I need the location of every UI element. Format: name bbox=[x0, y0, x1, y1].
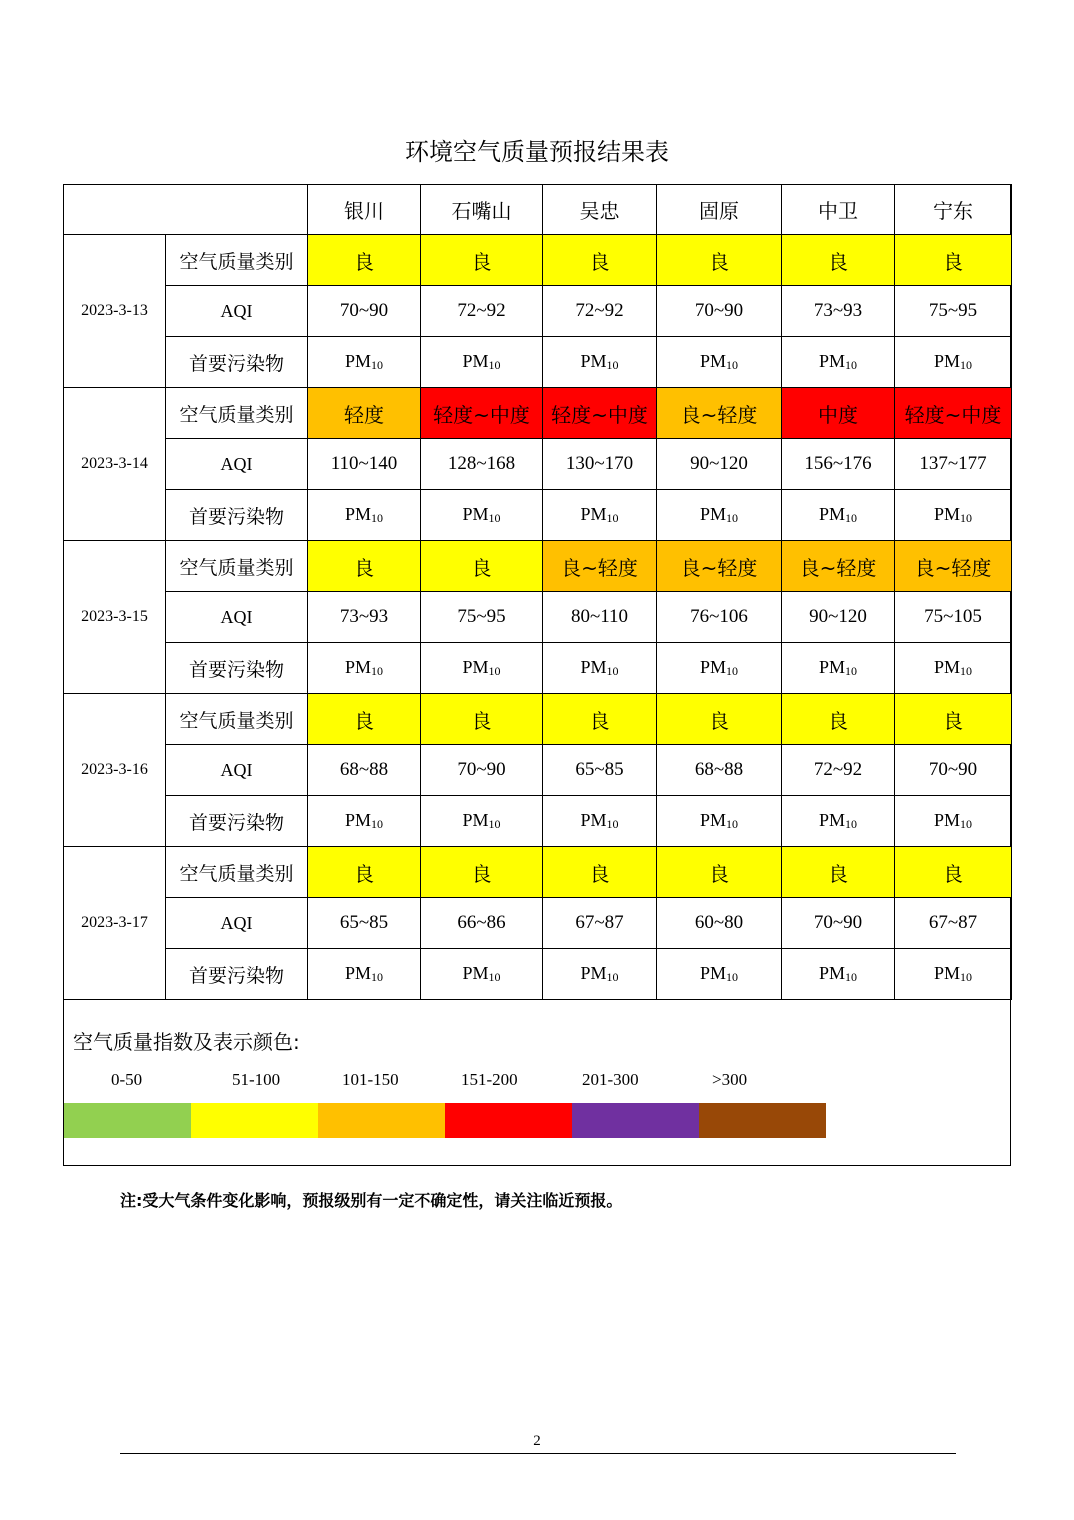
pollutant-subscript: 10 bbox=[845, 970, 857, 984]
city-header: 中卫 bbox=[782, 185, 895, 235]
aqi-cell: 68~88 bbox=[657, 745, 782, 796]
aqi-cell: 130~170 bbox=[543, 439, 657, 490]
pollutant-subscript: 10 bbox=[488, 511, 501, 525]
date-cell: 2023-3-16 bbox=[64, 694, 166, 847]
pollutant-cell bbox=[308, 796, 421, 847]
pollutant-subscript: 10 bbox=[371, 817, 383, 831]
aqi-cell: 70~90 bbox=[657, 286, 782, 337]
row-label-category: 空气质量类别 bbox=[166, 541, 308, 592]
legend-range-label: 101-150 bbox=[342, 1070, 399, 1089]
pollutant-subscript: 10 bbox=[488, 970, 501, 984]
category-row bbox=[64, 388, 1012, 439]
row-label-pollutant: 首要污染物 bbox=[166, 490, 308, 541]
pollutant-cell bbox=[657, 337, 782, 388]
category-cell: 良 bbox=[421, 235, 543, 286]
pollutant-name: PM bbox=[580, 657, 607, 677]
row-label-pollutant: 首要污染物 bbox=[166, 643, 308, 694]
row-label-pollutant: 首要污染物 bbox=[166, 337, 308, 388]
aqi-cell: 72~92 bbox=[782, 745, 895, 796]
pollutant-cell bbox=[782, 949, 895, 1000]
row-label-aqi: AQI bbox=[166, 592, 308, 643]
pollutant-cell bbox=[308, 337, 421, 388]
aqi-row bbox=[64, 745, 1012, 796]
forecast-note: 注:受大气条件变化影响，预报级别有一定不确定性，请关注临近预报。 bbox=[120, 1191, 623, 1210]
pollutant-cell bbox=[543, 490, 657, 541]
category-cell: 良 bbox=[543, 235, 657, 286]
aqi-row bbox=[64, 286, 1012, 337]
legend-range-label: 201-300 bbox=[582, 1070, 639, 1089]
category-cell: 良 bbox=[543, 847, 657, 898]
category-cell: 良~轻度 bbox=[543, 541, 657, 592]
aqi-cell: 70~90 bbox=[421, 745, 543, 796]
pollutant-cell bbox=[657, 643, 782, 694]
category-cell: 良 bbox=[308, 541, 421, 592]
aqi-cell: 65~85 bbox=[543, 745, 657, 796]
pollutant-name: PM bbox=[580, 810, 607, 830]
pollutant-name: PM bbox=[580, 351, 607, 371]
category-row bbox=[64, 847, 1012, 898]
pollutant-name: PM bbox=[344, 657, 371, 677]
date-cell: 2023-3-14 bbox=[64, 388, 166, 541]
pollutant-row bbox=[64, 949, 1012, 1000]
category-cell: 良 bbox=[421, 847, 543, 898]
pollutant-name: PM bbox=[818, 504, 845, 524]
aqi-cell: 90~120 bbox=[782, 592, 895, 643]
aqi-cell: 137~177 bbox=[895, 439, 1012, 490]
pollutant-cell bbox=[657, 796, 782, 847]
pollutant-cell bbox=[421, 949, 543, 1000]
pollutant-name: PM bbox=[344, 504, 371, 524]
aqi-cell: 67~87 bbox=[543, 898, 657, 949]
category-cell: 轻度 bbox=[308, 388, 421, 439]
aqi-cell: 75~105 bbox=[895, 592, 1012, 643]
pollutant-subscript: 10 bbox=[960, 817, 972, 831]
pollutant-subscript: 10 bbox=[606, 358, 619, 372]
aqi-cell: 156~176 bbox=[782, 439, 895, 490]
category-cell: 轻度~中度 bbox=[895, 388, 1012, 439]
row-label-aqi: AQI bbox=[166, 439, 308, 490]
pollutant-cell bbox=[421, 337, 543, 388]
legend-color-swatch bbox=[699, 1103, 826, 1138]
pollutant-cell bbox=[782, 643, 895, 694]
pollutant-cell bbox=[657, 490, 782, 541]
legend-color-swatch bbox=[318, 1103, 445, 1138]
row-label-aqi: AQI bbox=[166, 898, 308, 949]
pollutant-name: PM bbox=[699, 504, 726, 524]
aqi-cell: 72~92 bbox=[543, 286, 657, 337]
aqi-cell: 67~87 bbox=[895, 898, 1012, 949]
pollutant-name: PM bbox=[344, 810, 371, 830]
pollutant-cell bbox=[895, 796, 1012, 847]
aqi-cell: 75~95 bbox=[895, 286, 1012, 337]
category-cell: 良~轻度 bbox=[657, 388, 782, 439]
aqi-cell: 128~168 bbox=[421, 439, 543, 490]
category-cell: 轻度~中度 bbox=[543, 388, 657, 439]
legend-range-label: >300 bbox=[712, 1070, 748, 1089]
pollutant-cell bbox=[421, 643, 543, 694]
legend-color-swatch bbox=[572, 1103, 699, 1138]
pollutant-subscript: 10 bbox=[488, 358, 501, 372]
pollutant-name: PM bbox=[818, 351, 845, 371]
row-label-category: 空气质量类别 bbox=[166, 847, 308, 898]
footer-rule bbox=[120, 1453, 956, 1454]
pollutant-subscript: 10 bbox=[606, 970, 619, 984]
aqi-cell: 70~90 bbox=[895, 745, 1012, 796]
pollutant-name: PM bbox=[699, 657, 726, 677]
pollutant-cell bbox=[543, 337, 657, 388]
pollutant-subscript: 10 bbox=[845, 817, 857, 831]
page-number: 2 bbox=[533, 1433, 541, 1449]
pollutant-cell bbox=[895, 949, 1012, 1000]
category-cell: 良 bbox=[782, 694, 895, 745]
aqi-cell: 68~88 bbox=[308, 745, 421, 796]
date-cell: 2023-3-13 bbox=[64, 235, 166, 388]
date-cell: 2023-3-15 bbox=[64, 541, 166, 694]
city-header: 吴忠 bbox=[543, 185, 657, 235]
pollutant-name: PM bbox=[933, 657, 960, 677]
category-cell: 良 bbox=[782, 847, 895, 898]
pollutant-row bbox=[64, 643, 1012, 694]
pollutant-cell bbox=[782, 796, 895, 847]
category-row bbox=[64, 694, 1012, 745]
pollutant-name: PM bbox=[462, 963, 489, 983]
pollutant-subscript: 10 bbox=[726, 664, 738, 678]
category-cell: 良 bbox=[308, 847, 421, 898]
pollutant-subscript: 10 bbox=[960, 358, 972, 372]
pollutant-cell bbox=[895, 337, 1012, 388]
category-cell: 良~轻度 bbox=[782, 541, 895, 592]
category-cell: 良 bbox=[308, 235, 421, 286]
pollutant-subscript: 10 bbox=[726, 511, 738, 525]
pollutant-name: PM bbox=[699, 963, 726, 983]
aqi-row bbox=[64, 898, 1012, 949]
category-cell: 良 bbox=[895, 847, 1012, 898]
aqi-cell: 60~80 bbox=[657, 898, 782, 949]
pollutant-name: PM bbox=[462, 810, 489, 830]
category-cell: 良 bbox=[657, 235, 782, 286]
pollutant-row bbox=[64, 796, 1012, 847]
pollutant-cell bbox=[543, 796, 657, 847]
pollutant-cell bbox=[308, 949, 421, 1000]
row-label-aqi: AQI bbox=[166, 286, 308, 337]
pollutant-name: PM bbox=[818, 963, 845, 983]
legend-color-swatch bbox=[445, 1103, 572, 1138]
row-label-pollutant: 首要污染物 bbox=[166, 796, 308, 847]
pollutant-subscript: 10 bbox=[371, 970, 383, 984]
row-label-category: 空气质量类别 bbox=[166, 694, 308, 745]
pollutant-subscript: 10 bbox=[606, 817, 619, 831]
pollutant-name: PM bbox=[818, 810, 845, 830]
aqi-cell: 110~140 bbox=[308, 439, 421, 490]
category-cell: 良 bbox=[543, 694, 657, 745]
aqi-cell: 66~86 bbox=[421, 898, 543, 949]
aqi-cell: 65~85 bbox=[308, 898, 421, 949]
pollutant-name: PM bbox=[344, 963, 371, 983]
aqi-cell: 73~93 bbox=[782, 286, 895, 337]
pollutant-cell bbox=[421, 490, 543, 541]
pollutant-name: PM bbox=[580, 963, 607, 983]
pollutant-subscript: 10 bbox=[960, 970, 972, 984]
legend-range-label: 51-100 bbox=[232, 1070, 281, 1089]
city-header: 银川 bbox=[308, 185, 421, 235]
pollutant-name: PM bbox=[933, 810, 960, 830]
pollutant-name: PM bbox=[933, 963, 960, 983]
page-title: 环境空气质量预报结果表 bbox=[405, 138, 669, 166]
city-header: 固原 bbox=[657, 185, 782, 235]
pollutant-subscript: 10 bbox=[845, 358, 857, 372]
pollutant-name: PM bbox=[344, 351, 371, 371]
pollutant-subscript: 10 bbox=[371, 664, 383, 678]
pollutant-name: PM bbox=[462, 657, 489, 677]
pollutant-cell bbox=[895, 643, 1012, 694]
category-cell: 良~轻度 bbox=[657, 541, 782, 592]
pollutant-name: PM bbox=[933, 504, 960, 524]
pollutant-subscript: 10 bbox=[726, 358, 738, 372]
pollutant-subscript: 10 bbox=[845, 511, 857, 525]
pollutant-cell bbox=[308, 490, 421, 541]
legend-range-label: 0-50 bbox=[111, 1070, 143, 1089]
category-row bbox=[64, 541, 1012, 592]
pollutant-subscript: 10 bbox=[845, 664, 857, 678]
category-cell: 良~轻度 bbox=[895, 541, 1012, 592]
aqi-cell: 72~92 bbox=[421, 286, 543, 337]
pollutant-cell bbox=[308, 643, 421, 694]
header-row bbox=[64, 185, 1012, 235]
aqi-cell: 76~106 bbox=[657, 592, 782, 643]
category-cell: 良 bbox=[895, 235, 1012, 286]
row-label-category: 空气质量类别 bbox=[166, 235, 308, 286]
category-cell: 良 bbox=[657, 694, 782, 745]
aqi-cell: 80~110 bbox=[543, 592, 657, 643]
pollutant-cell bbox=[421, 796, 543, 847]
aqi-row bbox=[64, 592, 1012, 643]
pollutant-name: PM bbox=[462, 351, 489, 371]
category-cell: 良 bbox=[657, 847, 782, 898]
pollutant-subscript: 10 bbox=[726, 817, 738, 831]
category-cell: 中度 bbox=[782, 388, 895, 439]
pollutant-subscript: 10 bbox=[371, 511, 383, 525]
pollutant-subscript: 10 bbox=[606, 664, 619, 678]
category-cell: 良 bbox=[308, 694, 421, 745]
aqi-cell: 73~93 bbox=[308, 592, 421, 643]
pollutant-name: PM bbox=[462, 504, 489, 524]
legend-color-swatch bbox=[64, 1103, 191, 1138]
pollutant-subscript: 10 bbox=[960, 664, 972, 678]
pollutant-name: PM bbox=[933, 351, 960, 371]
pollutant-subscript: 10 bbox=[606, 511, 619, 525]
aqi-cell: 70~90 bbox=[308, 286, 421, 337]
pollutant-row bbox=[64, 490, 1012, 541]
pollutant-cell bbox=[782, 490, 895, 541]
pollutant-cell bbox=[543, 949, 657, 1000]
pollutant-subscript: 10 bbox=[488, 817, 501, 831]
category-row bbox=[64, 235, 1012, 286]
category-cell: 良 bbox=[421, 541, 543, 592]
pollutant-subscript: 10 bbox=[960, 511, 972, 525]
pollutant-name: PM bbox=[699, 810, 726, 830]
pollutant-cell bbox=[782, 337, 895, 388]
pollutant-cell bbox=[657, 949, 782, 1000]
category-cell: 良 bbox=[421, 694, 543, 745]
pollutant-name: PM bbox=[818, 657, 845, 677]
pollutant-subscript: 10 bbox=[371, 358, 383, 372]
aqi-cell: 75~95 bbox=[421, 592, 543, 643]
pollutant-subscript: 10 bbox=[488, 664, 501, 678]
header-corner bbox=[64, 185, 308, 235]
row-label-category: 空气质量类别 bbox=[166, 388, 308, 439]
category-cell: 良 bbox=[782, 235, 895, 286]
legend-range-label: 151-200 bbox=[461, 1070, 518, 1089]
forecast-table bbox=[63, 184, 1012, 1000]
category-cell: 良 bbox=[895, 694, 1012, 745]
pollutant-name: PM bbox=[580, 504, 607, 524]
pollutant-cell bbox=[895, 490, 1012, 541]
pollutant-cell bbox=[543, 643, 657, 694]
legend-title: 空气质量指数及表示颜色: bbox=[73, 1030, 300, 1054]
aqi-cell: 90~120 bbox=[657, 439, 782, 490]
row-label-pollutant: 首要污染物 bbox=[166, 949, 308, 1000]
legend-color-swatch bbox=[191, 1103, 318, 1138]
category-cell: 轻度~中度 bbox=[421, 388, 543, 439]
aqi-row bbox=[64, 439, 1012, 490]
city-header: 宁东 bbox=[895, 185, 1012, 235]
date-cell: 2023-3-17 bbox=[64, 847, 166, 1000]
aqi-cell: 70~90 bbox=[782, 898, 895, 949]
pollutant-row bbox=[64, 337, 1012, 388]
row-label-aqi: AQI bbox=[166, 745, 308, 796]
pollutant-name: PM bbox=[699, 351, 726, 371]
pollutant-subscript: 10 bbox=[726, 970, 738, 984]
city-header: 石嘴山 bbox=[421, 185, 543, 235]
